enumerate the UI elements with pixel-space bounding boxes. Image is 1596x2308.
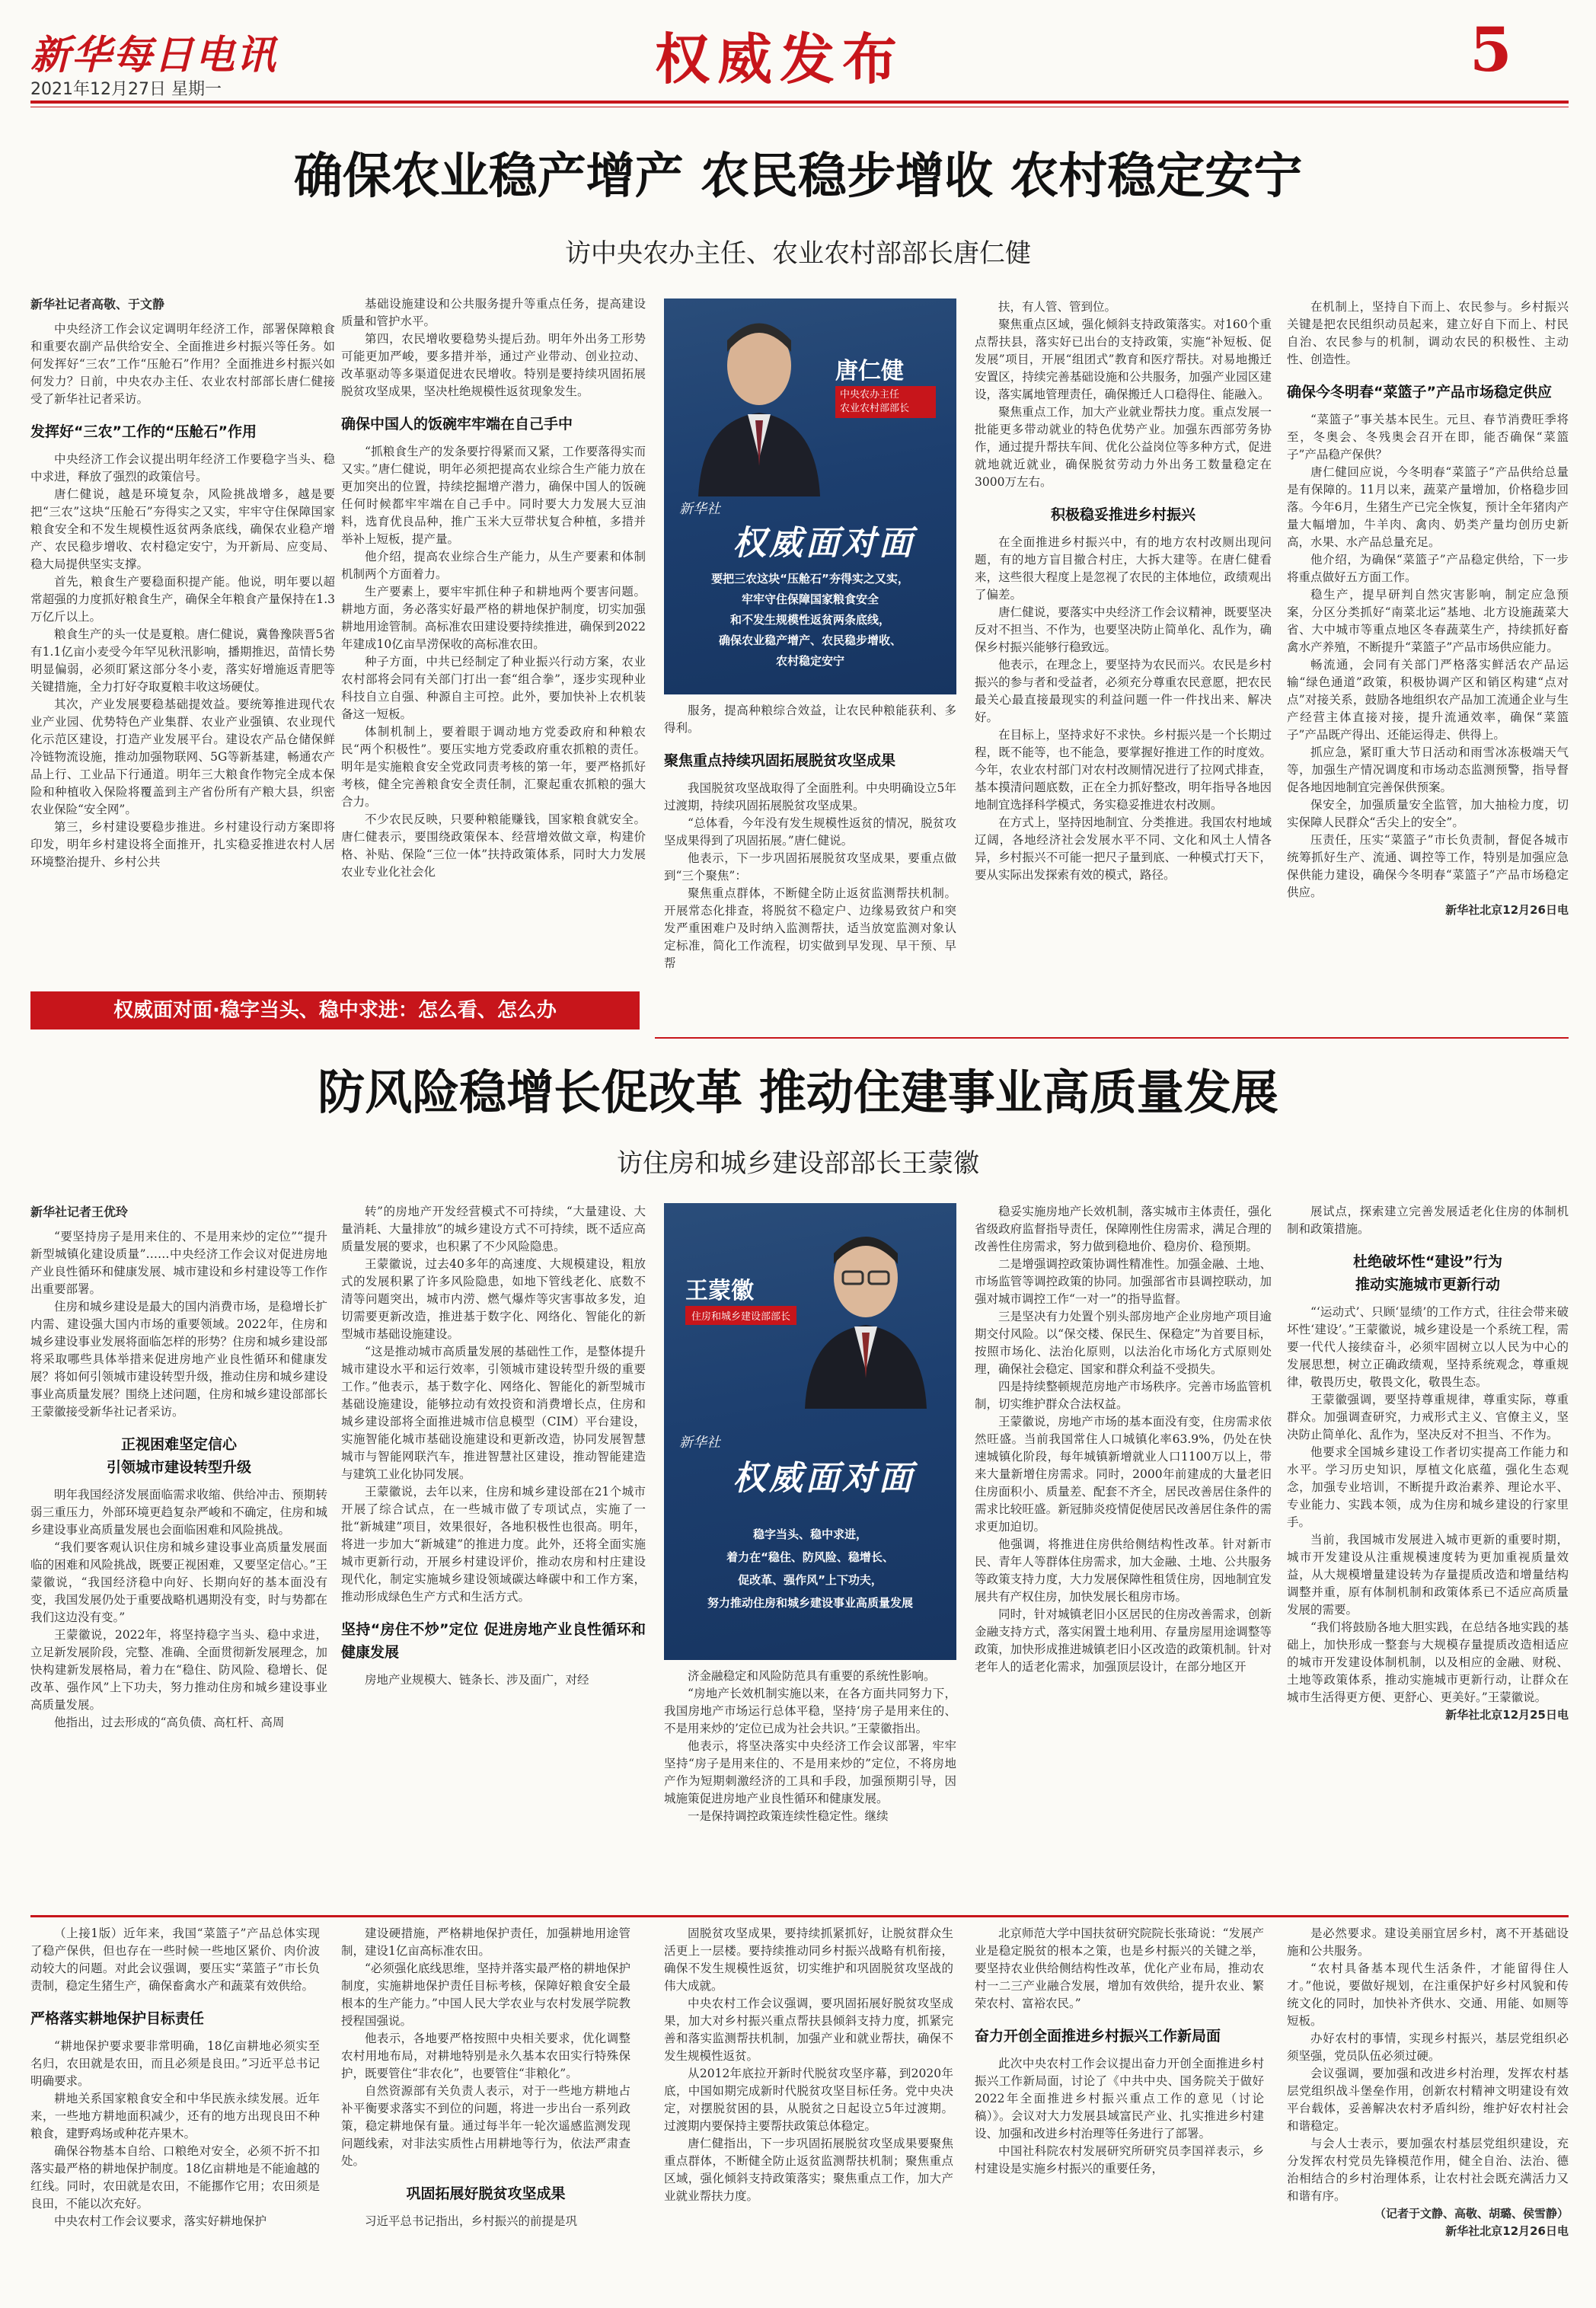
subheading: 正视困难坚定信心 引领城市建设转型升级: [106, 1436, 251, 1476]
paragraph: “必须强化底线思维，坚持并落实最严格的耕地保护制度，实施耕地保护责任目标考核，保障好粮食安全最根本的生产能力。”中国人民大学农业与农村发展学院教授程国强说。: [341, 1962, 630, 2028]
paragraph: 稳妥实施房地产长效机制，落实城市主体责任，强化省级政府监督指导责任，保障刚性住房需求，满足合理的改善性住房需求，努力做到稳地价、稳房价、稳预期。: [975, 1205, 1272, 1253]
quote-line: 牢牢守住保障国家粮食安全: [741, 592, 879, 606]
article2-col4: [975, 1203, 1272, 1911]
paragraph: 中国社科院农村发展研究所研究员李国祥表示，乡村建设是实施乡村振兴的重要任务，: [975, 2144, 1264, 2176]
paragraph: 耕地关系国家粮食安全和中华民族永续发展。近年来，一些地方耕地面积减少，还有的地方出现良田不种粮食，建野鸡场或种花卉果木。: [30, 2092, 320, 2140]
paragraph: 抓应急，紧盯重大节日活动和雨雪冰冻极端天气等，加强生产情况调度和市场动态监测预警，指导督促各地因地制宜完善保供预案。: [1287, 745, 1569, 794]
article1-headline: 确保农业稳产增产 农民稳步增收 农村稳定安宁: [293, 148, 1303, 205]
paragraph: 唐仁健说，要落实中央经济工作会议精神，既要坚决反对不担当、不作为，也要坚决防止简单化、乱作为，确保乡村振兴能够行稳致远。: [975, 605, 1272, 654]
paragraph: 聚焦重点工作，加大产业就业帮扶力度。重点发展一批能更多带动就业的特色优势产业。加强东西部劳务协作，通过提升帮扶车间、优化公益岗位等多种方式，促进就地就近就业，确保脱贫劳动力外出务工数量稳定在3000万左右。: [975, 405, 1272, 489]
article3-col4: [975, 1925, 1264, 2298]
paragraph: 办好农村的事情，实现乡村振兴，基层党组织必须坚强，党员队伍必须过硬。: [1287, 2032, 1569, 2063]
paragraph: 他指出，过去形成的“高负债、高杠杆、高周: [54, 1716, 285, 1729]
article3-col1: [30, 1925, 320, 2298]
interview-photo-wang: [664, 1203, 956, 1660]
paragraph: 二是增强调控政策协调性精准性。加强金融、土地、市场监管等调控政策的协同。加强部省市县调控联动，加强对城市调控工作“一对一”的指导监督。: [975, 1257, 1272, 1306]
paragraph: 他强调，将推进住房供给侧结构性改革。针对新市民、青年人等群体住房需求，加大金融、土地、公共服务等政策支持力度，大力发展保障性租赁住房，因地制宜发展共有产权住房，加快发展长租房市场。: [975, 1537, 1272, 1604]
interviewee-name: 唐仁健: [835, 358, 904, 385]
paragraph: 压责任，压实“菜篮子”市长负责制，督促各城市统筹抓好生产、流通、调控等工作，特别是加强应急保供能力建设，确保今冬明春“菜篮子”产品市场稳定供应。: [1287, 833, 1569, 899]
paragraph: 首先，粮食生产要稳面积提产能。他说，明年要以超常超强的力度抓好粮食生产，确保全年粮食产量保持在1.3万亿斤以上。: [30, 575, 335, 624]
article1-col2: [341, 295, 646, 985]
paragraph: （上接1版）近年来，我国“菜篮子”产品总体实现了稳产保供，但也存在一些时候一些地区紧价、肉价波动较大的问题。对此会议强调，要压实“菜篮子”市长负责制，稳定生猪生产，确保畜禽水产和蔬菜有效供给。: [30, 1927, 320, 1993]
paragraph: 粮食生产的头一仗是夏粮。唐仁健说，冀鲁豫陕晋5省有1.1亿亩小麦受今年罕见秋汛影响，播期推迟，苗情长势明显偏弱，必须盯紧这部分冬小麦，落实好增施返青肥等关键措施，全力打好夺取夏粮丰收这场硬仗。: [30, 627, 335, 694]
paragraph: 会议强调，要加强和改进乡村治理，发挥农村基层党组织战斗堡垒作用，创新农村精神文明建设有效平台载体，妥善解决农村矛盾纠纷，维护好农村社会和谐稳定。: [1287, 2067, 1569, 2133]
article3-col5: [1287, 1925, 1569, 2298]
paragraph: 王蒙徽说，去年以来，住房和城乡建设部在21个城市开展了综合试点，在一些城市做了专项试点，实施了一批“新城建”项目，效果很好，各地积极性也很高。明年，将进一步加大“新城建”的推进力度。此外，还将全面实施城市更新行动，开展乡村建设评价，推动农房和村庄建设现代化，制定实施城乡建设领域碳达峰碳中和工作方案，推动形成绿色生产方式和生活方式。: [341, 1485, 646, 1604]
paragraph: 在全面推进乡村振兴中，有的地方农村改厕出现问题，有的地方盲目撤合村庄，大拆大建等。在唐仁健看来，这些很大程度上是忽视了农民的主体地位，政绩观出了偏差。: [975, 535, 1272, 602]
paragraph: 不少农民反映，只要种粮能赚钱，国家粮食就安全。唐仁健表示，要围绕政策保本、经营增效做文章，构建价格、补贴、保险“三位一体”扶持政策体系，同时大力发展农业专业化社会化: [341, 812, 646, 879]
paragraph: “房地产长效机制实施以来，在各方面共同努力下，我国房地产市场运行总体平稳，坚持‘房子是用来住的、不是用来炒的’定位已成为社会共识。”王蒙徽指出。: [664, 1687, 956, 1735]
masthead-logo: 新华每日电讯: [30, 32, 278, 78]
byline: 新华社记者王优玲: [30, 1205, 129, 1219]
paragraph: 住房和城乡建设是最大的国内消费市场，是稳增长扩内需、建设强大国内市场的重要领域。2022年，住房和城乡建设事业发展将面临怎样的形势？住房和城乡建设部将采取哪些具体举措来促进房地产业良性循环和健康发展？将如何引领城市建设转型升级，推动住房和城乡建设事业高质量发展？围绕上述问题，住房和城乡建设部部长王蒙徽接受新华社记者采访。: [30, 1300, 327, 1419]
interviewee-title: 住房和城乡建设部部长: [685, 1306, 796, 1325]
article2-subhead: 访住房和城乡建设部部长王蒙徽: [617, 1148, 979, 1179]
paragraph: 三是坚决有力处置个别头部房地产企业房地产项目逾期交付风险。以“保交楼、保民生、保稳定”为首要目标，按照市场化、法治化原则，以法治化市场化方式原则处理，确保社会稳定、国家和群众利益不受损失。: [975, 1310, 1272, 1376]
series-banner: 权威面对面·稳字当头、稳中求进：怎么看、怎么办: [30, 991, 640, 1030]
paragraph: 中央农村工作会议强调，要巩固拓展好脱贫攻坚成果，加大对乡村振兴重点帮扶县倾斜支持力度，抓紧完善和落实监测帮扶机制，加强产业和就业帮扶，确保不发生规模性返贫。: [664, 1997, 953, 2063]
paragraph: 聚焦重点区域，强化倾斜支持政策落实。对160个重点帮扶县，落实好已出台的支持政策，实施“补短板、促发展”项目，开展“组团式”教育和医疗帮扶。对易地搬迁安置区，持续完善基础设施和公共服务，加强产业园区建设，落实属地管理责任，确保搬迁人口稳得住、能融入。: [975, 318, 1272, 401]
paragraph: 王蒙徽说，房地产市场的基本面没有变，住房需求依然旺盛。当前我国常住人口城镇化率63.9%，仍处在快速城镇化阶段，每年城镇新增就业人口1100万以上，带来大量新增住房需求。同时，2000年前建成的大量老旧住房面积小、质量差、配套不齐全，居民改善居住条件的需求比较旺盛。新冠肺炎疫情促使居民改善居住条件的需求更加迫切。: [975, 1415, 1272, 1534]
paragraph: “我们将鼓励各地大胆实践，在总结各地实践的基础上，加快形成一整套与大规模存量提质改造相适应的城市开发建设体制机制，以及相应的金融、财税、土地等政策体系，推动实施城市更新行动，让群众在城市生活得更方便、更舒心、更美好。”王蒙徽说。: [1287, 1620, 1569, 1704]
paragraph: 他表示，将坚决落实中央经济工作会议部署，牢牢坚持“房子是用来住的、不是用来炒的”定位，不将房地产作为短期刺激经济的工具和手段，加强预期引导，因城施策促进房地产业良性循环和健康发展。: [664, 1739, 956, 1805]
paragraph: 我国脱贫攻坚战取得了全面胜利。中央明确设立5年过渡期，持续巩固拓展脱贫攻坚成果。: [664, 781, 956, 812]
portrait-image: [801, 1218, 930, 1409]
paragraph: 保安全，加强质量安全监管，加大抽检力度，切实保障人民群众“舌尖上的安全”。: [1287, 798, 1569, 829]
paragraph: 他介绍，为确保“菜篮子”产品稳定供给，下一步将重点做好五方面工作。: [1287, 553, 1569, 584]
paragraph: “这是推动城市高质量发展的基础性工作，是整体提升城市建设水平和运行效率，引领城市建设转型升级的重要工作。”他表示，基于数字化、网络化、智能化的新型城市基础设施建设，能够拉动有效投资和消费增长点，住房和城乡建设部将全面推进城市信息模型（CIM）平台建设，实施智能化城市基础设施建设和更新改造，协同发展智慧城市与智能网联汽车，推进智慧社区建设，推动智能建造与建筑工业化协同发展。: [341, 1345, 646, 1481]
paragraph: 与会人士表示，要加强农村基层党组织建设，充分发挥农村党员先锋模范作用，健全自治、法治、德治相结合的乡村治理体系，让农村社会既充满活力又和谐有序。: [1287, 2137, 1569, 2203]
paragraph: “我们要客观认识住房和城乡建设事业高质量发展面临的困难和风险挑战，既要正视困难，又要坚定信心。”王蒙徽说，“我国经济稳中向好、长期向好的基本面没有变，我国发展仍处于重要战略机遇期没有变，时与势都在我们这边没有变。”: [30, 1540, 327, 1624]
article1-col3: [664, 702, 956, 1022]
paragraph: 在目标上，坚持求好不求快。乡村振兴是一个长期过程，既不能等，也不能急，要掌握好推进工作的时度效。今年，农业农村部门对农村改厕情况进行了拉网式排查，基本摸清问题底数，正在全力抓好整改，明年指导各地因地制宜选择科学模式，务实稳妥推进农村改厕。: [975, 728, 1272, 812]
subheading: 坚持“房住不炒”定位 促进房地产业良性循环和健康发展: [341, 1621, 646, 1661]
column-label: 新华社: [679, 501, 720, 517]
paragraph: 唐仁健回应说，今冬明春“菜篮子”产品供给总量是有保障的。11月以来，蔬菜产量增加，价格稳步回落。今年6月，生猪生产已完全恢复，预计全年猪肉产量大幅增加，牛羊肉、禽肉、奶类产量均创历史新高，水果、水产品总量充足。: [1287, 465, 1569, 549]
article1-col1: [30, 295, 335, 985]
article3-col2: [341, 1925, 630, 2298]
paragraph: 转”的房地产开发经营模式不可持续，“大量建设、大量消耗、大量排放”的城乡建设方式不可持续，既不适应高质量发展的要求，也积累了不少风险隐患。: [341, 1205, 646, 1253]
masthead-rule: [30, 101, 1569, 104]
paragraph: 聚焦重点群体，不断健全防止返贫监测帮扶机制。开展常态化排查，将脱贫不稳定户、边缘易致贫户和突发严重困难户及时纳入监测帮扶，适当放宽监测对象认定标准，简化工作流程，切实做到早发现、早干预、早帮: [664, 886, 956, 970]
quote-line: 着力在“稳住、防风险、稳增长、: [726, 1550, 894, 1564]
paragraph: 王蒙徽说，2022年，将坚持稳字当头、稳中求进，立足新发展阶段，完整、准确、全面贯彻新发展理念，加快构建新发展格局，着力在“稳住、防风险、稳增长、促改革、强作风”上下功夫，努力推动住房和城乡建设事业高质量发展。: [30, 1628, 327, 1712]
article2-col5: [1287, 1203, 1569, 1911]
interview-photo-tang: [664, 298, 956, 694]
paragraph: 中央经济工作会议提出明年经济工作要稳字当头、稳中求进，释放了强烈的政策信号。: [30, 452, 335, 484]
paragraph: “总体看，今年没有发生规模性返贫的情况，脱贫攻坚成果得到了巩固拓展。”唐仁健说。: [664, 816, 956, 848]
article1-subhead: 访中央农办主任、农业农村部部长唐仁健: [565, 238, 1031, 269]
subheading: 严格落实耕地保护目标责任: [30, 2010, 205, 2027]
paragraph: 明年我国经济发展面临需求收缩、供给冲击、预期转弱三重压力，外部环境更趋复杂严峻和不确定，住房和城乡建设事业高质量发展也会面临困难和风险挑战。: [30, 1488, 327, 1537]
paragraph: 扶，有人管、管到位。: [998, 300, 1117, 314]
dateline: 新华社北京12月26日电: [1445, 903, 1569, 917]
article2-headline: 防风险稳增长促改革 推动住建事业高质量发展: [318, 1065, 1278, 1120]
subheading: 积极稳妥推进乡村振兴: [1050, 506, 1195, 523]
paragraph: 习近平总书记指出，乡村振兴的前提是巩: [365, 2214, 578, 2228]
subheading: 发挥好“三农”工作的“压舱石”作用: [30, 423, 257, 440]
subheading: 巩固拓展好脱贫攻坚成果: [406, 2185, 566, 2202]
paragraph: 王蒙徽强调，要坚持尊重规律，尊重实际，尊重群众。加强调查研究，力戒形式主义、官僚主义，坚决防止简单化、乱作为，坚决反对不担当、不作为。: [1287, 1393, 1569, 1441]
paragraph: “‘运动式’、只顾‘显绩’的工作方式，往往会带来破坏性‘建设’。”王蒙徽说，城乡建设是一个系统工程，需要一代代人接续奋斗，必须牢固树立以人民为中心的发展思想，树立正确政绩观，坚持系统观念，尊重规律，敬畏历史，敬畏文化，敬畏生态。: [1287, 1305, 1569, 1389]
paragraph: “要坚持房子是用来住的、不是用来炒的定位”“提升新型城镇化建设质量”……中央经济工作会议对促进房地产业良性循环和健康发展、城市建设和乡村建设等工作作出重要部署。: [30, 1230, 327, 1296]
paragraph: 生产要素上，要牢牢抓住种子和耕地两个要害问题。耕地方面，务必落实好最严格的耕地保护制度，切实加强耕地用途管制。高标准农田建设要持续推进，确保到2022年建成10亿亩旱涝保收的高标准农田。: [341, 585, 646, 651]
paragraph: 他表示，在理念上，要坚持为农民而兴。农民是乡村振兴的参与者和受益者，必须充分尊重农民意愿，把农民最关心最直接最现实的利益问题一件一件找出来、解决好。: [975, 658, 1272, 724]
paragraph: 其次，产业发展要稳基础提效益。要统筹推进现代农业产业园、优势特色产业集群、农业产业强镇、农业现代化示范区建设，打造产业发展平台。建设农产品仓储保鲜冷链物流设施，推动加强物联网、5G等新基建，畅通农产品上行、工业品下行通道。明年三大粮食作物完全成本保险和种植收入保险将覆盖到主产省份所有产粮大县，织密农业保险“安全网”。: [30, 698, 335, 816]
paragraph: 展试点，探索建立完善发展适老化住房的体制机制和政策措施。: [1287, 1205, 1569, 1236]
article2-col3: [664, 1668, 956, 1911]
paragraph: 体制机制上，要着眼于调动地方党委政府和种粮农民“两个积极性”。要压实地方党委政府重农抓粮的责任。明年是实施粮食安全党政同责考核的第一年，要严格抓好考核，健全完善粮食安全责任制，汇聚起重农抓粮的强大合力。: [341, 725, 646, 809]
page-number: 5: [1470, 14, 1512, 85]
interviewee-name: 王蒙徽: [685, 1278, 754, 1304]
paragraph: “农村具备基本现代生活条件，才能留得住人才。”他说，要做好规划，在注重保护好乡村风貌和传统文化的同时，加快补齐供水、交通、用能、如厕等短板。: [1287, 1962, 1569, 2028]
paragraph: 从2012年底拉开新时代脱贫攻坚序幕，到2020年底，中国如期完成新时代脱贫攻坚目标任务。党中央决定，对摆脱贫困的县，从脱贫之日起设立5年过渡期。过渡期内要保持主要帮扶政策总体稳定。: [664, 2067, 953, 2133]
interview-quote: [664, 1523, 956, 1614]
paragraph: 济金融稳定和风险防范具有重要的系统性影响。: [688, 1669, 936, 1683]
issue-date: 2021年12月27日 星期一: [30, 80, 222, 99]
article3-col3: [664, 1925, 953, 2298]
paragraph: “菜篮子”事关基本民生。元旦、春节消费旺季将至，冬奥会、冬残奥会召开在即，能否确保“菜篮子”产品稳产保供？: [1287, 413, 1569, 461]
byline: 新华社记者高敬、于文静: [30, 297, 165, 311]
paragraph: 第四，农民增收要稳势头提后劲。明年外出务工形势可能更加严峻，要多措并举，通过产业带动、创业拉动、改革驱动等多渠道促进农民增收。特别是要持续巩固拓展脱贫攻坚成果，坚决杜绝规模性返贫现象发生。: [341, 332, 646, 398]
paragraph: 种子方面，中共已经制定了种业振兴行动方案，农业农村部将会同有关部门打出一套“组合拳”，逐步实现种业科技自立自强、种源自主可控。此外，要加快补上农机装备这一短板。: [341, 655, 646, 721]
paragraph: 固脱贫攻坚成果，要持续抓紧抓好，让脱贫群众生活更上一层楼。要持续推动同乡村振兴战略有机衔接，确保不发生规模性返贫，切实维护和巩固脱贫攻坚战的伟大成就。: [664, 1927, 953, 1993]
paragraph: “耕地保护要求要非常明确，18亿亩耕地必须实至名归，农田就是农田，而且必须是良田。”习近平总书记明确要求。: [30, 2039, 320, 2088]
paragraph: 北京师范大学中国扶贫研究院院长张琦说：“发展产业是稳定脱贫的根本之策，也是乡村振兴的关键之举，要坚持农业供给侧结构性改革，优化产业布局，推动农村一二三产业融合发展，增加有效供给，提升农业、繁荣农村、富裕农民。”: [975, 1927, 1264, 2010]
portrait-image: [694, 306, 824, 496]
quote-line: 要把三农这块“压舱石”夯得实之又实，: [711, 572, 909, 586]
paragraph: 四是持续整顿规范房地产市场秩序。完善市场监管机制，切实维护群众合法权益。: [975, 1380, 1272, 1411]
paragraph: 自然资源部有关负责人表示，对于一些地方耕地占补平衡要求落实不到位的问题，将进一步出台一系列政策，稳定耕地保有量。通过每半年一轮次遥感监测发现问题线索，对非法实质性占用耕地等行为，依法严肃查处。: [341, 2084, 630, 2168]
interviewee-title: 中央农办主任 农业农村部部长: [835, 386, 936, 418]
article1-col5: [1287, 298, 1569, 1030]
paragraph: 房地产业规模大、链条长、涉及面广，对经: [365, 1673, 589, 1687]
interview-quote: [664, 569, 956, 672]
paragraph: 确保谷物基本自给、口粮绝对安全，必须不折不扣落实最严格的耕地保护制度。18亿亩耕地是不能逾越的红线。同时，农田就是农田，不能挪作它用；农田须是良田，不能以次充好。: [30, 2144, 320, 2211]
quote-line: 确保农业稳产增产、农民稳步增收、: [718, 634, 902, 647]
dateline: 新华社北京12月26日电: [1445, 2224, 1569, 2238]
paragraph: 当前，我国城市发展进入城市更新的重要时期，城市开发建设从注重规模速度转为更加重视质量效益，从大规模增量建设转为存量提质改造和增量结构调整并重，原有体制机制和政策体系已不适应高质量发展的需要。: [1287, 1533, 1569, 1617]
paragraph: 他表示，各地要严格按照中央相关要求，优化调整农村用地布局，对耕地特别是永久基本农田实行特殊保护，既要管住“非农化”，也要管住“非粮化”。: [341, 2032, 630, 2080]
subheading: 确保中国人的饭碗牢牢端在自己手中: [341, 416, 573, 433]
subheading: 杜绝破坏性“建设”行为 推动实施城市更新行动: [1353, 1253, 1502, 1293]
paragraph: 第三，乡村建设要稳步推进。乡村建设行动方案即将印发，明年乡村建设将全面推开，扎实稳妥推进农村人居环境整治提升、乡村公共: [30, 820, 335, 869]
quote-line: 促改革、强作风”上下功夫，: [738, 1573, 883, 1587]
subheading: 奋力开创全面推进乡村振兴工作新局面: [975, 2028, 1221, 2045]
section-title: 权威发布: [655, 27, 905, 91]
dateline: 新华社北京12月25日电: [1445, 1708, 1569, 1722]
quote-line: 农村稳定安宁: [775, 654, 844, 668]
article2-col1: [30, 1203, 327, 1911]
quote-line: 稳字当头、稳中求进，: [752, 1527, 867, 1541]
section-divider: [30, 1915, 1569, 1917]
article1-col4: [975, 298, 1272, 1030]
paragraph: 他要求全国城乡建设工作者切实提高工作能力和水平。学习历史知识，厚植文化底蕴，强化生态观念，加强专业培训，不断提升政治素养、理论水平、专业能力、实践本领，成为住房和城乡建设的行家里手。: [1287, 1445, 1569, 1529]
paragraph: 唐仁健说，越是环境复杂，风险挑战增多，越是要把“三农”这块“压舱石”夯得实之又实，牢牢守住保障国家粮食安全和不发生规模性返贫两条底线，确保农业稳产增产、农民稳步增收、农村稳定安宁，为开新局、应变局、稳大局提供坚实支撑。: [30, 487, 335, 571]
column-brand: 权威面对面: [733, 524, 915, 563]
paragraph: 服务，提高种粮综合效益，让农民种粮能获利、多得利。: [664, 704, 956, 735]
paragraph: 中央农村工作会议要求，落实好耕地保护: [54, 2214, 267, 2228]
quote-line: 努力推动住房和城乡建设事业高质量发展: [707, 1596, 913, 1610]
paragraph: 唐仁健指出，下一步巩固拓展脱贫攻坚成果要聚焦重点群体，不断健全防止返贫监测帮扶机制；聚焦重点区域，强化倾斜支持政策落实；聚焦重点工作，加大产业就业帮扶力度。: [664, 2137, 953, 2203]
paragraph: 一是保持调控政策连续性稳定性。继续: [688, 1809, 889, 1823]
quote-line: 和不发生规模性返贫两条底线，: [729, 613, 890, 627]
paragraph: 在机制上，坚持自下而上、农民参与。乡村振兴关键是把农民组织动员起来，建立好自下而上、村民自治、农民参与的机制，调动农民的积极性、主动性、创造性。: [1287, 300, 1569, 366]
paragraph: 基础设施建设和公共服务提升等重点任务，提高建设质量和管护水平。: [341, 297, 646, 328]
paragraph: 此次中央农村工作会议提出奋力开创全面推进乡村振兴工作新局面，讨论了《中共中央、国务院关于做好2022年全面推进乡村振兴重点工作的意见（讨论稿）》。会议对大力发展县域富民产业、扎实推进乡村建设、加强和改进乡村治理等任务进行了部署。: [975, 2057, 1264, 2140]
paragraph: 畅流通，会同有关部门严格落实鲜活农产品运输“绿色通道”政策，积极协调产区和销区构建“点对点”对接关系，鼓励各地组织农产品加工流通企业与生产经营主体直接对接，提升流通效率，确保“菜篮子”产品既产得出、还能运得走、供得上。: [1287, 658, 1569, 742]
paragraph: 建设硬措施，严格耕地保护责任，加强耕地用途管制，建设1亿亩高标准农田。: [341, 1927, 630, 1958]
article2-col2: [341, 1203, 646, 1911]
section-divider: [655, 1037, 1569, 1039]
column-label: 新华社: [679, 1435, 720, 1451]
paragraph: 稳生产，提早研判自然灾害影响，制定应急预案，分区分类抓好“南菜北运”基地、北方设施蔬菜大省、大中城市等重点地区冬春蔬菜生产，持续抓好畜禽水产养殖，不断提升“菜篮子”产品市场供应能力。: [1287, 588, 1569, 654]
paragraph: 中央经济工作会议定调明年经济工作，部署保障粮食和重要农副产品供给安全、全面推进乡村振兴等任务。如何发挥好“三农”工作“压舱石”作用？全面推进乡村振兴如何发力？日前，中央农办主任、农业农村部部长唐仁健接受了新华社记者采访。: [30, 322, 335, 406]
paragraph: 他表示，下一步巩固拓展脱贫攻坚成果，要重点做到“三个聚焦”：: [664, 851, 956, 883]
author-credits: （记者于文静、高敬、胡璐、侯雪静）: [1374, 2207, 1569, 2220]
paragraph: 是必然要求。建设美丽宜居乡村，离不开基础设施和公共服务。: [1287, 1927, 1569, 1958]
paragraph: “抓粮食生产的发条要拧得紧而又紧，工作要落得实而又实。”唐仁健说，明年必须把提高农业综合生产能力放在更加突出的位置，持续挖掘增产潜力，确保中国人的饭碗任何时候都牢牢端在自己手中。同时要大力发展大豆油料，选育优良品种，推广玉米大豆带状复合种植，多措并举补上短板，提产量。: [341, 445, 646, 546]
subheading: 聚焦重点持续巩固拓展脱贫攻坚成果: [664, 752, 896, 769]
paragraph: 同时，针对城镇老旧小区居民的住房改善需求，创新金融支持方式，落实闲置土地利用、存量房屋用途调整等政策，加快形成推进城镇老旧小区改造的政策机制。针对老年人的适老化需求，加强顶层设计，在部分地区开: [975, 1607, 1272, 1674]
paragraph: 他介绍，提高农业综合生产能力，从生产要素和体制机制两个方面着力。: [341, 550, 646, 581]
paragraph: 在方式上，坚持因地制宜、分类推进。我国农村地域辽阔，各地经济社会发展水平不同、文化和风土人情各异，乡村振兴不可能一把尺子量到底、一种模式打天下，要从实际出发探索有效的模式，路径。: [975, 816, 1272, 882]
column-brand: 权威面对面: [733, 1459, 915, 1498]
paragraph: 王蒙徽说，过去40多年的高速度、大规模建设，粗放式的发展积累了许多风险隐患，如地下管线老化、底数不清等问题突出，城市内涝、燃气爆炸等灾害事故多发，迫切需要更新改造，推进基于数字化、网络化、智能化的新型城市基础设施建设。: [341, 1257, 646, 1341]
subheading: 确保今冬明春“菜篮子”产品市场稳定供应: [1287, 384, 1552, 401]
